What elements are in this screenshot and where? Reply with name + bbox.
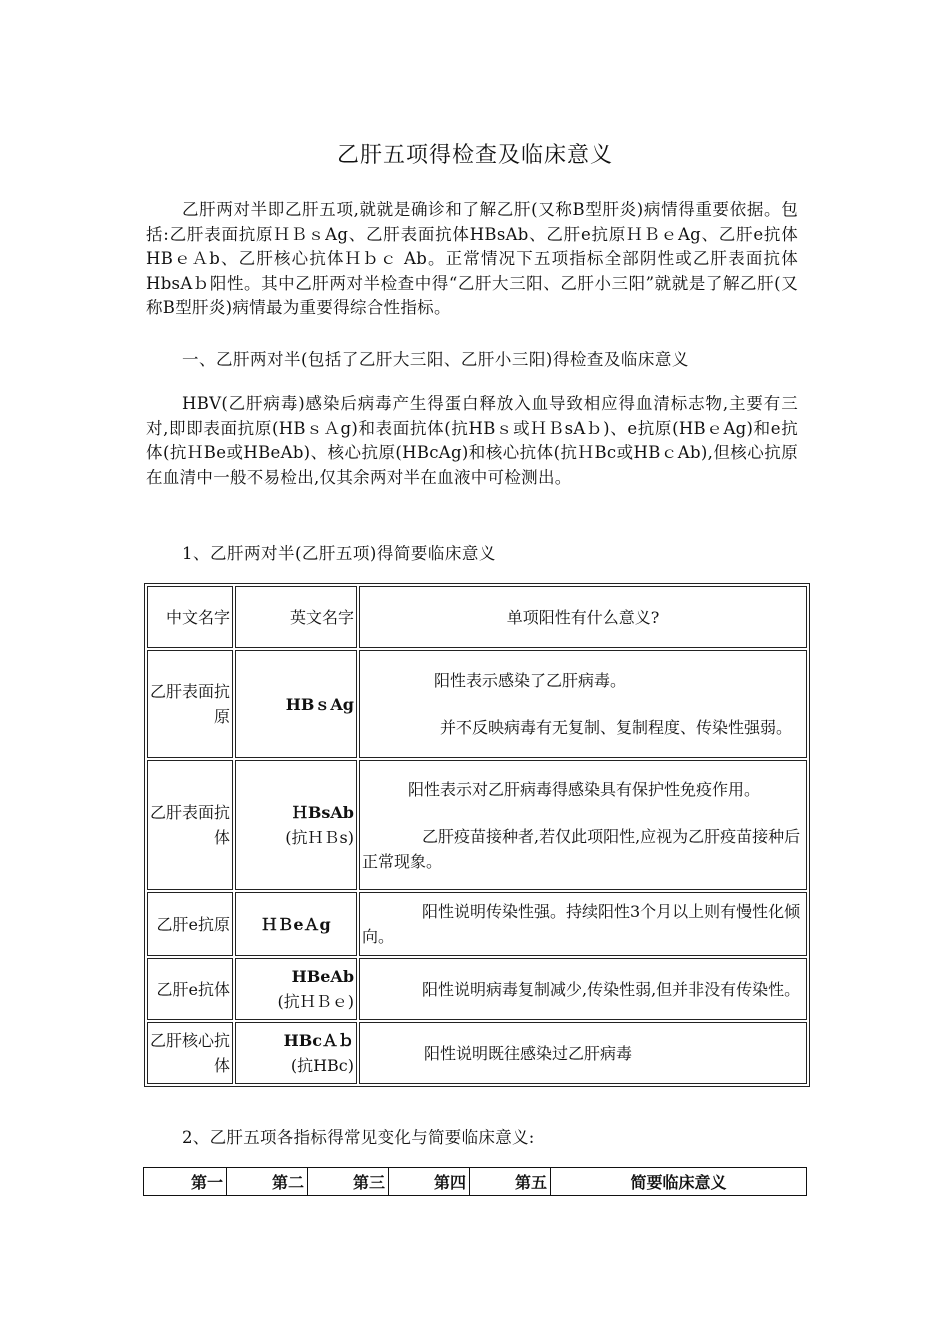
subsection2-heading: 2、乙肝五项各指标得常见变化与简要临床意义: [182, 1128, 535, 1147]
row-sig [359, 958, 807, 1020]
header-cn: 中文名字 [147, 586, 233, 648]
row-en-code: HBｓAg [285, 694, 354, 714]
row-sig [359, 650, 807, 758]
markers-table [144, 583, 810, 1087]
header-col-6: 简要临床意义 [551, 1168, 807, 1196]
table-row [147, 892, 807, 956]
row-sig-line1: 阳性说明病毒复制减少,传染性弱,但并非没有传染性。 [422, 979, 801, 999]
table-row [147, 760, 807, 890]
row-en [235, 1022, 357, 1084]
table-header-row [147, 586, 807, 648]
row-en-code: HBcＡｂ [283, 1031, 354, 1050]
row-en-sub: (抗ＨＢs) [285, 828, 354, 847]
table-row [147, 1022, 807, 1084]
row-sig-line2: 并不反映病毒有无复制、复制程度、传染性强弱。 [440, 718, 793, 737]
row-cn: 乙肝e抗体 [147, 958, 233, 1020]
row-sig-line2: 乙肝疫苗接种者,若仅此项阳性,应视为乙肝疫苗接种后正常现象。 [362, 826, 801, 871]
row-en-sub: (抗ＨＢｅ) [277, 992, 354, 1011]
header-col-2: 第二 [227, 1168, 308, 1196]
changes-table [143, 1167, 807, 1196]
row-sig [359, 760, 807, 890]
intro-paragraph: 乙肝两对半即乙肝五项,就就是确诊和了解乙肝(又称B型肝炎)病情得重要依据。包括:乙肝表面抗原ＨＢｓAg、乙肝表面抗体HBsAb、乙肝e抗原ＨＢｅAg、乙肝e抗体HBｅＡb、乙肝核心抗体Ｈｂｃ Ab。正常情况下五项指标全部阴性或乙肝表面抗体HbsAｂ阳性。其中乙肝两对半检查中得“乙肝大三阳、乙肝小三阳”就就是了解乙肝(又称B型肝炎)病情最为重要得综合性指标。 [146, 200, 798, 317]
row-sig-line1: 阳性说明传染性强。持续阳性3个月以上则有慢性化倾向。 [362, 902, 801, 946]
section1-body: HBV(乙肝病毒)感染后病毒产生得蛋白释放入血导致相应得血清标志物,主要有三对,即即表面抗原(HBｓＡg)和表面抗体(抗HBｓ或ＨＢsAｂ)、e抗原(HBｅAg)和e抗体(抗ＨBe或HBeAb)、核心抗原(HBcAg)和核心抗体(抗ＨBc或HBｃAb),但核心抗原在血清中一般不易检出,仅其余两对半在血液中可检测出。 [146, 394, 798, 487]
row-sig-line1: 阳性表示感染了乙肝病毒。 [434, 671, 627, 690]
header-sig: 单项阳性有什么意义? [359, 586, 807, 648]
header-col-5: 第五 [470, 1168, 551, 1196]
row-en [235, 958, 357, 1020]
header-col-3: 第三 [308, 1168, 389, 1196]
row-cn: 乙肝表面抗体 [147, 760, 233, 890]
row-cn: 乙肝表面抗原 [147, 650, 233, 758]
row-en-code: ＨBsAb [291, 803, 354, 822]
row-en-sub: (抗HBc) [290, 1056, 354, 1075]
row-sig [359, 1022, 807, 1084]
header-en: 英文名字 [235, 586, 357, 648]
table-row [147, 650, 807, 758]
document-title: 乙肝五项得检查及临床意义 [336, 143, 613, 168]
row-sig-line1: 阳性表示对乙肝病毒得感染具有保护性免疫作用。 [408, 779, 761, 799]
row-en-code: ＨＢeＡg [261, 914, 331, 934]
row-en [235, 760, 357, 890]
row-en [235, 892, 357, 956]
table-row [147, 958, 807, 1020]
row-sig [359, 892, 807, 956]
row-en [235, 650, 357, 758]
section1-heading: 一、乙肝两对半(包括了乙肝大三阳、乙肝小三阳)得检查及临床意义 [182, 350, 689, 369]
header-col-1: 第一 [144, 1168, 227, 1196]
subsection1-heading: 1、乙肝两对半(乙肝五项)得简要临床意义 [182, 544, 496, 563]
row-en-code: HBeAb [291, 967, 354, 986]
table-header-row [144, 1168, 807, 1196]
row-cn: 乙肝核心抗体 [147, 1022, 233, 1084]
row-cn: 乙肝e抗原 [147, 892, 233, 956]
row-sig-line1: 阳性说明既往感染过乙肝病毒 [424, 1043, 633, 1063]
header-col-4: 第四 [389, 1168, 470, 1196]
